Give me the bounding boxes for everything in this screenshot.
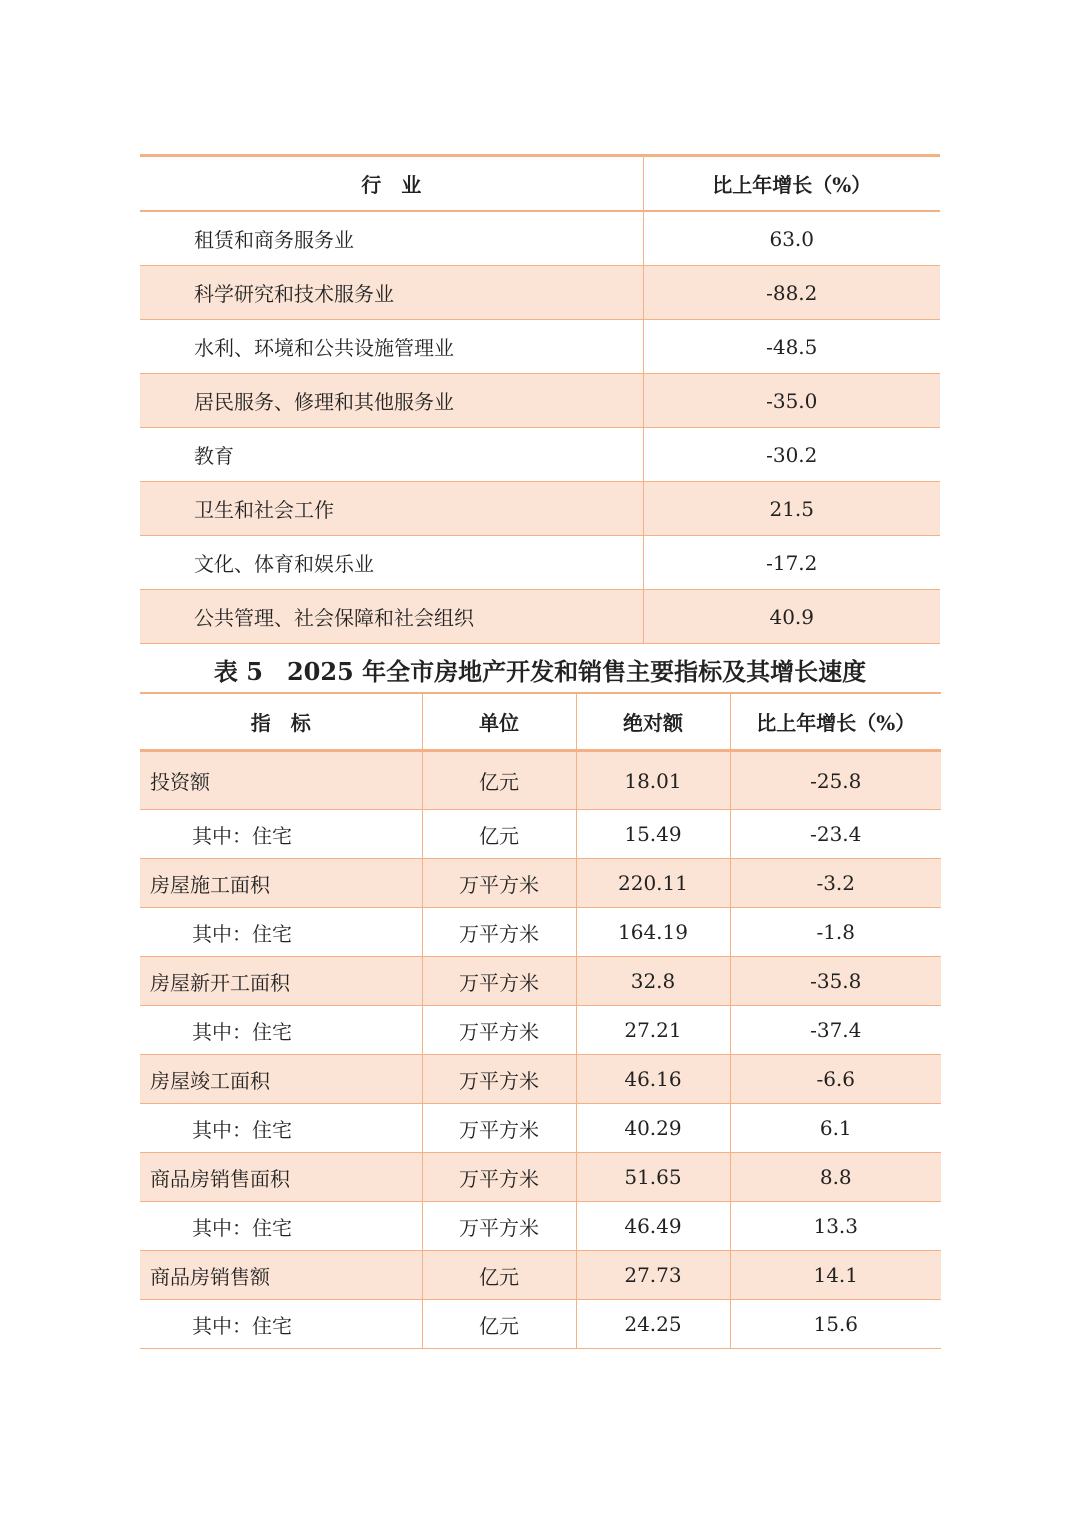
growth-cell: -23.4 <box>730 810 941 859</box>
table-row <box>140 1251 941 1300</box>
growth-cell: -35.8 <box>730 957 941 1006</box>
header-amount: 绝对额 <box>576 693 730 751</box>
table-row <box>140 320 940 374</box>
table-header-row <box>140 693 941 751</box>
growth-cell: 14.1 <box>730 1251 941 1300</box>
amount-cell: 46.16 <box>576 1055 730 1104</box>
unit-cell: 万平方米 <box>422 1202 576 1251</box>
growth-cell: -25.8 <box>730 751 941 810</box>
growth-value: -88.2 <box>643 266 940 320</box>
indicator-name: 其中：住宅 <box>140 1202 422 1251</box>
industry-name: 卫生和社会工作 <box>140 482 643 536</box>
amount-cell: 15.49 <box>576 810 730 859</box>
industry-name: 水利、环境和公共设施管理业 <box>140 320 643 374</box>
table-row <box>140 211 940 266</box>
indicator-name: 投资额 <box>140 751 422 810</box>
industry-name: 文化、体育和娱乐业 <box>140 536 643 590</box>
indicator-name: 其中：住宅 <box>140 1104 422 1153</box>
growth-cell: 6.1 <box>730 1104 941 1153</box>
table-row <box>140 751 941 810</box>
growth-cell: -37.4 <box>730 1006 941 1055</box>
table-row <box>140 1104 941 1153</box>
amount-cell: 27.73 <box>576 1251 730 1300</box>
unit-cell: 万平方米 <box>422 1006 576 1055</box>
table-row <box>140 859 941 908</box>
unit-cell: 亿元 <box>422 751 576 810</box>
table-row <box>140 428 940 482</box>
table-row <box>140 374 940 428</box>
table-row <box>140 908 941 957</box>
industry-name: 居民服务、修理和其他服务业 <box>140 374 643 428</box>
amount-cell: 27.21 <box>576 1006 730 1055</box>
table-row <box>140 1006 941 1055</box>
real-estate-table <box>140 692 941 1349</box>
unit-cell: 万平方米 <box>422 1055 576 1104</box>
header-growth: 比上年增长（%） <box>643 156 940 212</box>
indicator-name: 商品房销售面积 <box>140 1153 422 1202</box>
amount-cell: 40.29 <box>576 1104 730 1153</box>
growth-value: -35.0 <box>643 374 940 428</box>
table-header-row <box>140 156 940 212</box>
table-row <box>140 1055 941 1104</box>
indicator-name: 商品房销售额 <box>140 1251 422 1300</box>
growth-cell: 13.3 <box>730 1202 941 1251</box>
unit-cell: 万平方米 <box>422 908 576 957</box>
amount-cell: 51.65 <box>576 1153 730 1202</box>
amount-cell: 164.19 <box>576 908 730 957</box>
header-growth: 比上年增长（%） <box>730 693 941 751</box>
growth-cell: -3.2 <box>730 859 941 908</box>
table-row <box>140 536 940 590</box>
table-row <box>140 957 941 1006</box>
industry-name: 教育 <box>140 428 643 482</box>
indicator-name: 其中：住宅 <box>140 1006 422 1055</box>
indicator-name: 其中：住宅 <box>140 908 422 957</box>
table-row <box>140 266 940 320</box>
unit-cell: 亿元 <box>422 810 576 859</box>
amount-cell: 32.8 <box>576 957 730 1006</box>
table-row <box>140 810 941 859</box>
unit-cell: 亿元 <box>422 1300 576 1349</box>
industry-growth-table <box>140 154 940 644</box>
amount-cell: 46.49 <box>576 1202 730 1251</box>
table-row <box>140 482 940 536</box>
amount-cell: 18.01 <box>576 751 730 810</box>
industry-name: 科学研究和技术服务业 <box>140 266 643 320</box>
growth-value: 40.9 <box>643 590 940 644</box>
header-indicator: 指 标 <box>140 693 422 751</box>
industry-name: 公共管理、社会保障和社会组织 <box>140 590 643 644</box>
header-industry: 行 业 <box>140 156 643 212</box>
table-row <box>140 1153 941 1202</box>
indicator-name: 其中：住宅 <box>140 810 422 859</box>
amount-cell: 220.11 <box>576 859 730 908</box>
unit-cell: 万平方米 <box>422 1104 576 1153</box>
growth-cell: 15.6 <box>730 1300 941 1349</box>
amount-cell: 24.25 <box>576 1300 730 1349</box>
indicator-name: 房屋新开工面积 <box>140 957 422 1006</box>
growth-value: -48.5 <box>643 320 940 374</box>
growth-cell: -1.8 <box>730 908 941 957</box>
growth-value: 63.0 <box>643 211 940 266</box>
growth-cell: 8.8 <box>730 1153 941 1202</box>
growth-value: -17.2 <box>643 536 940 590</box>
indicator-name: 房屋竣工面积 <box>140 1055 422 1104</box>
industry-name: 租赁和商务服务业 <box>140 211 643 266</box>
table-caption: 表 5 2025 年全市房地产开发和销售主要指标及其增长速度 <box>213 657 867 686</box>
indicator-name: 其中：住宅 <box>140 1300 422 1349</box>
unit-cell: 亿元 <box>422 1251 576 1300</box>
unit-cell: 万平方米 <box>422 1153 576 1202</box>
table-row <box>140 590 940 644</box>
growth-value: 21.5 <box>643 482 940 536</box>
table-row <box>140 1202 941 1251</box>
growth-value: -30.2 <box>643 428 940 482</box>
indicator-name: 房屋施工面积 <box>140 859 422 908</box>
unit-cell: 万平方米 <box>422 957 576 1006</box>
table-row <box>140 1300 941 1349</box>
header-unit: 单位 <box>422 693 576 751</box>
unit-cell: 万平方米 <box>422 859 576 908</box>
growth-cell: -6.6 <box>730 1055 941 1104</box>
